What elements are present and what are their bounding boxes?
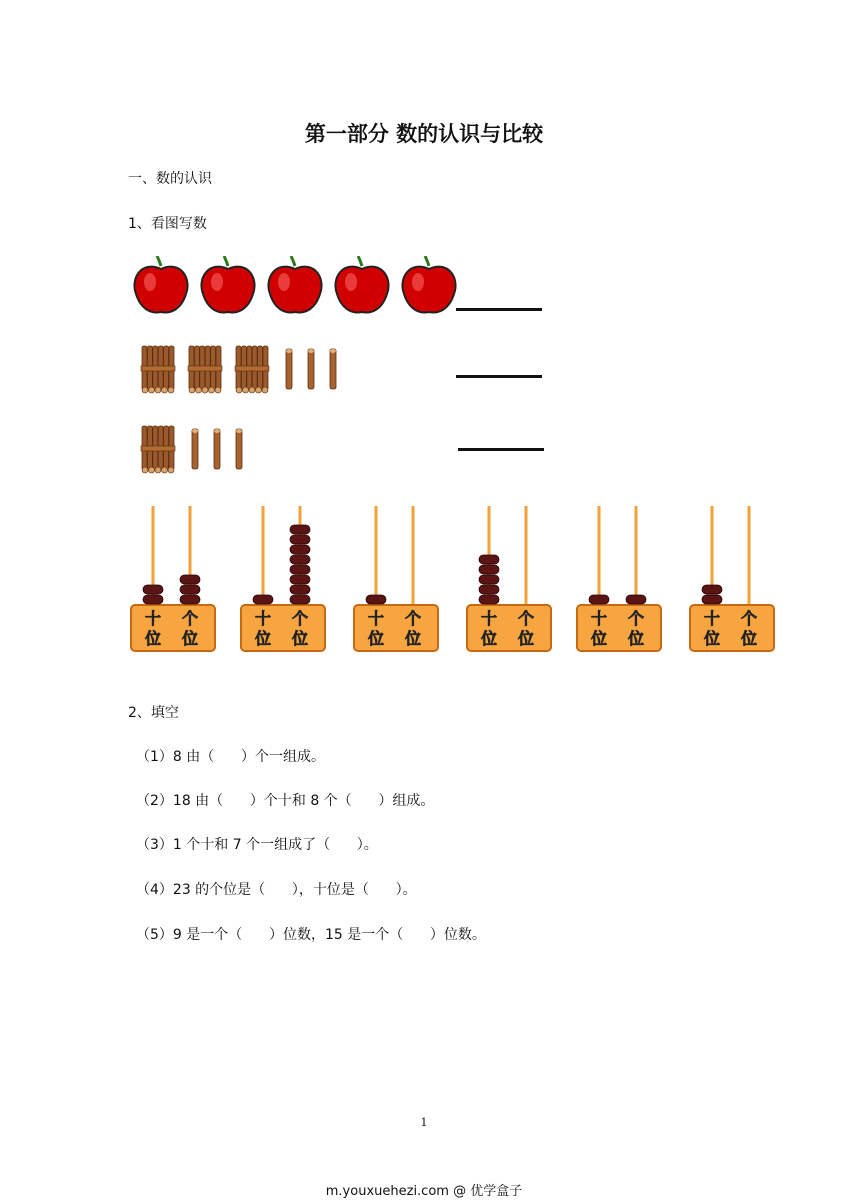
ones-label-top: 个 xyxy=(291,609,309,628)
abacus-bead xyxy=(180,585,200,594)
ones-label-top: 个 xyxy=(740,609,758,628)
abacus xyxy=(576,500,662,660)
stick-bundle-icon xyxy=(140,342,176,394)
stick-bundle-icon xyxy=(187,342,223,394)
footer-watermark: m.youxuehezi.com @ 优学盒子 xyxy=(325,1184,523,1199)
abacus-bead xyxy=(479,565,499,574)
abacus-rod xyxy=(598,506,601,606)
abacus-bead xyxy=(180,575,200,584)
abacus xyxy=(466,500,552,660)
abacus-base xyxy=(131,605,215,651)
single-stick-icon xyxy=(329,348,337,390)
ones-label-bottom: 位 xyxy=(291,629,309,648)
single-stick-icon xyxy=(213,428,221,470)
ones-label-top: 个 xyxy=(517,609,535,628)
abacus-base xyxy=(467,605,551,651)
question-2-heading: 2、填空 xyxy=(128,705,179,721)
abacus-bead xyxy=(290,535,310,544)
abacus xyxy=(689,500,775,660)
ones-label-bottom: 位 xyxy=(404,629,422,648)
abacus-bead xyxy=(479,595,499,604)
apple-icon xyxy=(199,256,257,318)
question-1-heading: 1、看图写数 xyxy=(128,216,207,232)
page-title: 第一部分 数的认识与比较 xyxy=(304,122,544,146)
fill-item-5: （5）9 是一个（ ）位数，15 是一个（ ）位数。 xyxy=(136,927,486,943)
abacus-base xyxy=(690,605,774,651)
single-stick-icon xyxy=(285,348,293,390)
abacus-rod xyxy=(262,506,265,606)
tens-label-bottom: 位 xyxy=(480,629,498,648)
abacus-base xyxy=(577,605,661,651)
stick-bundle-icon xyxy=(140,422,176,474)
ones-label-bottom: 位 xyxy=(627,629,645,648)
abacus-bead xyxy=(290,565,310,574)
stick-bundle-icon xyxy=(234,342,270,394)
abacus-bead xyxy=(253,595,273,604)
abacus-bead xyxy=(702,595,722,604)
answer-blank-2[interactable] xyxy=(456,375,542,378)
apple-icon xyxy=(400,256,458,318)
abacus-bead xyxy=(290,525,310,534)
single-stick-icon xyxy=(191,428,199,470)
single-stick-icon xyxy=(307,348,315,390)
abacus-base xyxy=(354,605,438,651)
tens-label-top: 十 xyxy=(254,609,272,628)
abacus-bead xyxy=(290,595,310,604)
abacus-rod xyxy=(635,506,638,606)
abacus-bead xyxy=(143,595,163,604)
abacus-rod xyxy=(375,506,378,606)
abacus-bead xyxy=(626,595,646,604)
abacus-bead xyxy=(180,595,200,604)
tens-label-top: 十 xyxy=(480,609,498,628)
apple-icon xyxy=(333,256,391,318)
tens-label-top: 十 xyxy=(590,609,608,628)
ones-label-bottom: 位 xyxy=(517,629,535,648)
tens-label-top: 十 xyxy=(703,609,721,628)
abacus-bead xyxy=(143,585,163,594)
abacus-bead xyxy=(589,595,609,604)
abacus-bead xyxy=(290,545,310,554)
answer-blank-1[interactable] xyxy=(456,308,542,311)
abacus-bead xyxy=(290,555,310,564)
abacus-rod xyxy=(525,506,528,606)
tens-label-top: 十 xyxy=(367,609,385,628)
fill-item-3: （3）1 个十和 7 个一组成了（ ）。 xyxy=(136,837,378,853)
abacus-bead xyxy=(479,585,499,594)
abacus-bead xyxy=(290,575,310,584)
ones-label-top: 个 xyxy=(627,609,645,628)
tens-label-bottom: 位 xyxy=(144,629,162,648)
answer-blank-3[interactable] xyxy=(458,448,544,451)
abacus-bead xyxy=(479,555,499,564)
page-number: 1 xyxy=(420,1116,428,1129)
ones-label-bottom: 位 xyxy=(181,629,199,648)
abacus-rod xyxy=(412,506,415,606)
fill-item-2: （2）18 由（ ）个十和 8 个（ ）组成。 xyxy=(136,793,435,809)
single-stick-icon xyxy=(235,428,243,470)
abacus xyxy=(240,500,326,660)
abacus-base xyxy=(241,605,325,651)
abacus-bead xyxy=(366,595,386,604)
tens-label-bottom: 位 xyxy=(703,629,721,648)
apple-icon xyxy=(266,256,324,318)
abacus-bead xyxy=(290,585,310,594)
abacus xyxy=(353,500,439,660)
tens-label-bottom: 位 xyxy=(254,629,272,648)
apple-icon xyxy=(132,256,190,318)
tens-label-bottom: 位 xyxy=(367,629,385,648)
abacus-bead xyxy=(702,585,722,594)
abacus-bead xyxy=(479,575,499,584)
abacus xyxy=(130,500,216,660)
fill-item-4: （4）23 的个位是（ ），十位是（ ）。 xyxy=(136,882,417,898)
ones-label-top: 个 xyxy=(181,609,199,628)
abacus-rod xyxy=(748,506,751,606)
ones-label-top: 个 xyxy=(404,609,422,628)
section-heading: 一、数的认识 xyxy=(128,171,212,187)
tens-label-top: 十 xyxy=(144,609,162,628)
tens-label-bottom: 位 xyxy=(590,629,608,648)
ones-label-bottom: 位 xyxy=(740,629,758,648)
fill-item-1: （1）8 由（ ）个一组成。 xyxy=(136,749,325,765)
